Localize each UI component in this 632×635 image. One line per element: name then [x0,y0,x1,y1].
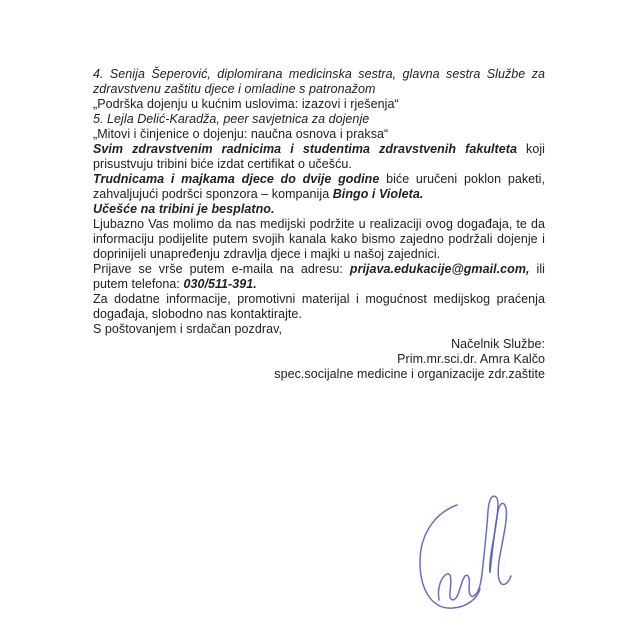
speaker-5-intro [93,112,545,127]
text-segment: spec.socijalne medicine i organizacije zdr.zaštite [274,367,545,381]
text-segment: 030/511-391. [183,277,257,291]
contact-info [93,292,545,322]
signature-stroke [482,496,498,574]
text-segment: Svim zdravstvenim radnicima i studentima zdravstvenih fakulteta [93,142,517,156]
signoff-title [93,337,545,352]
text-segment: Za dodatne informacije, promotivni materijal i mogućnost medijskog praćenja događaja, slobodno nas kontaktirajte. [93,292,545,321]
text-segment: 4. Senija Šeperović, diplomirana medicinska sestra, glavna sestra Službe za zdravstvenu zaštitu djece i omladine s patronažom [93,67,545,96]
text-segment: Bingo i Violeta. [332,187,424,201]
signature-stroke [438,574,482,600]
gift-packages-note [93,172,545,202]
speaker-4-intro [93,67,545,97]
salutation [93,322,545,337]
text-segment: S poštovanjem i srdačan pozdrav, [93,322,282,336]
text-segment: Prijave se vrše putem e-maila na adresu: [93,262,350,276]
signoff-role [93,367,545,382]
text-segment: Prim.mr.sci.dr. Amra Kalčo [397,352,545,366]
letter-body [93,67,545,382]
speaker-5-topic [93,127,545,142]
text-segment: koji prisustvuju tribini biće izdat certifikat o učešću. [93,142,545,171]
media-support-request [93,217,545,262]
signoff-name [93,352,545,367]
signature-stroke [490,503,511,584]
text-segment: „Mitovi i činjenice o dojenju: naučna osnova i praksa“ [93,127,389,141]
text-segment: 5. Lejla Delić-Karadža, peer savjetnica za dojenje [93,112,370,126]
handwritten-signature-image [415,488,515,618]
text-segment: prijava.edukacije@gmail.com, [349,262,530,276]
text-segment: Učešće na tribini je besplatno. [93,202,275,216]
text-segment: Načelnik Službe: [451,337,545,351]
registration-info [93,262,545,292]
signature-stroke [420,505,480,608]
text-segment: Ljubazno Vas molimo da nas medijski podržite u realizaciji ovog događaja, te da informaciju podijelite putem svojih kanala kako bismo zajedno podržali dojenje i doprinijeli unapređenju zdravlja djece i majki u našoj zajednici. [93,217,545,261]
text-segment: „Podrška dojenju u kućnim uslovima: izazovi i rješenja“ [93,97,399,111]
text-segment: ili putem telefona: [93,262,545,291]
speaker-4-topic [93,97,545,112]
free-participation-note [93,202,545,217]
text-segment: Trudnicama i majkama djece do dvije godine [93,172,380,186]
text-segment: biće uručeni poklon paketi, zahvaljujući podršci sponzora – kompanija [93,172,545,201]
certificate-note [93,142,545,172]
